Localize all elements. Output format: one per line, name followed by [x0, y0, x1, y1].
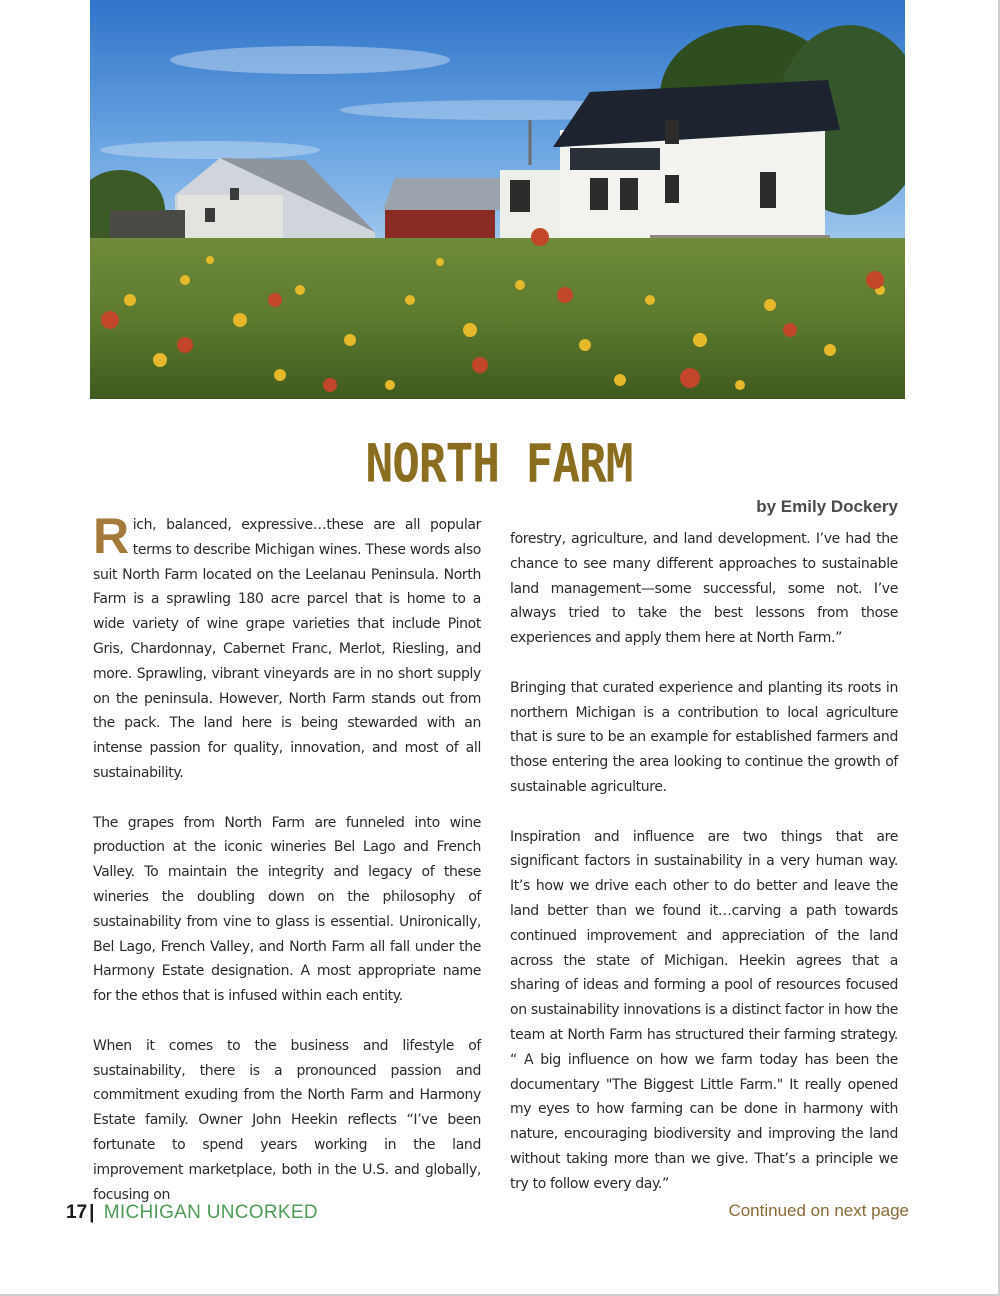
article-column-left [93, 508, 481, 1232]
magazine-name: MICHIGAN UNCORKED [103, 1202, 318, 1223]
article-paragraph: Rich, balanced, expressive…these are all popular terms to describe Michigan wines. These words also suit North Farm located on the Leelanau Peninsula. North Farm is a sprawling 180 acre parcel that is home to a wide variety of wine grape varieties that include Pinot Gris, Chardonnay, Cabernet Franc, Merlot, Riesling, and more. Sprawling, vibrant vineyards are in no short supply on the peninsula. However, North Farm stands out from the pack. The land here is being stewarded with an intense passion for quality, innovation, and most of all sustainability. [93, 508, 481, 781]
article-paragraph: When it comes to the business and lifestyle of sustainability, there is a pronounced passion and commitment exuding from the North Farm and Harmony Estate family. Owner John Heekin reflects “I’ve been fortunate to spend years working in the land improvement marketplace, both in the U.S. and globally, focusing on [93, 1037, 481, 1203]
page-footer [66, 1202, 318, 1224]
farmhouse-wildflower-image [90, 0, 905, 399]
article-paragraph: Inspiration and influence are two things that are significant factors in sustainability in a very human way. It’s how we drive each other to do better and leave the land better than we found it…carving a path towards continued improvement and appreciation of the land across the state of Michigan. Heekin agrees that a sharing of ideas and forming a pool of resources focused on sustainability innovations is a distinct factor in how the team at North Farm has structured their farming strategy. “ A big influence on how we farm today has been the documentary "The Biggest Little Farm." It really opened my eyes to how farming can be done in harmony with nature, encouraging biodiversity and improving the land without taking more than we give. That’s a principle we try to follow every day.” [510, 828, 898, 1192]
article-paragraph: Bringing that curated experience and planting its roots in northern Michigan is a contribution to local agriculture that is sure to be an example for established farmers and those entering the area looking to continue the growth of sustainable agriculture. [510, 679, 898, 795]
article-byline: by Emily Dockery [756, 497, 898, 516]
farm-photo [90, 0, 905, 399]
drop-cap: R [93, 508, 129, 564]
article-paragraph: forestry, agriculture, and land development. I’ve had the chance to see many different approaches to sustainable land management—some successful, some not. I’ve always tried to take the best lessons from those experiences and apply them here at North Farm.” [510, 531, 898, 647]
article-paragraph: The grapes from North Farm are funneled into wine production at the iconic wineries Bel Lago and French Valley. To maintain the integrity and legacy of these wineries the doubling down on the philosophy of sustainability from vine to glass is essential. Unironically, Bel Lago, French Valley, and North Farm all fall under the Harmony Estate designation. A most appropriate name for the ethos that is infused within each entity. [93, 814, 481, 1005]
page-number: 17 [66, 1202, 88, 1223]
article-column-right [510, 527, 898, 1221]
footer-separator: | [89, 1202, 95, 1223]
continued-notice: Continued on next page [728, 1201, 909, 1220]
article-title: NORTH FARM [365, 432, 633, 495]
